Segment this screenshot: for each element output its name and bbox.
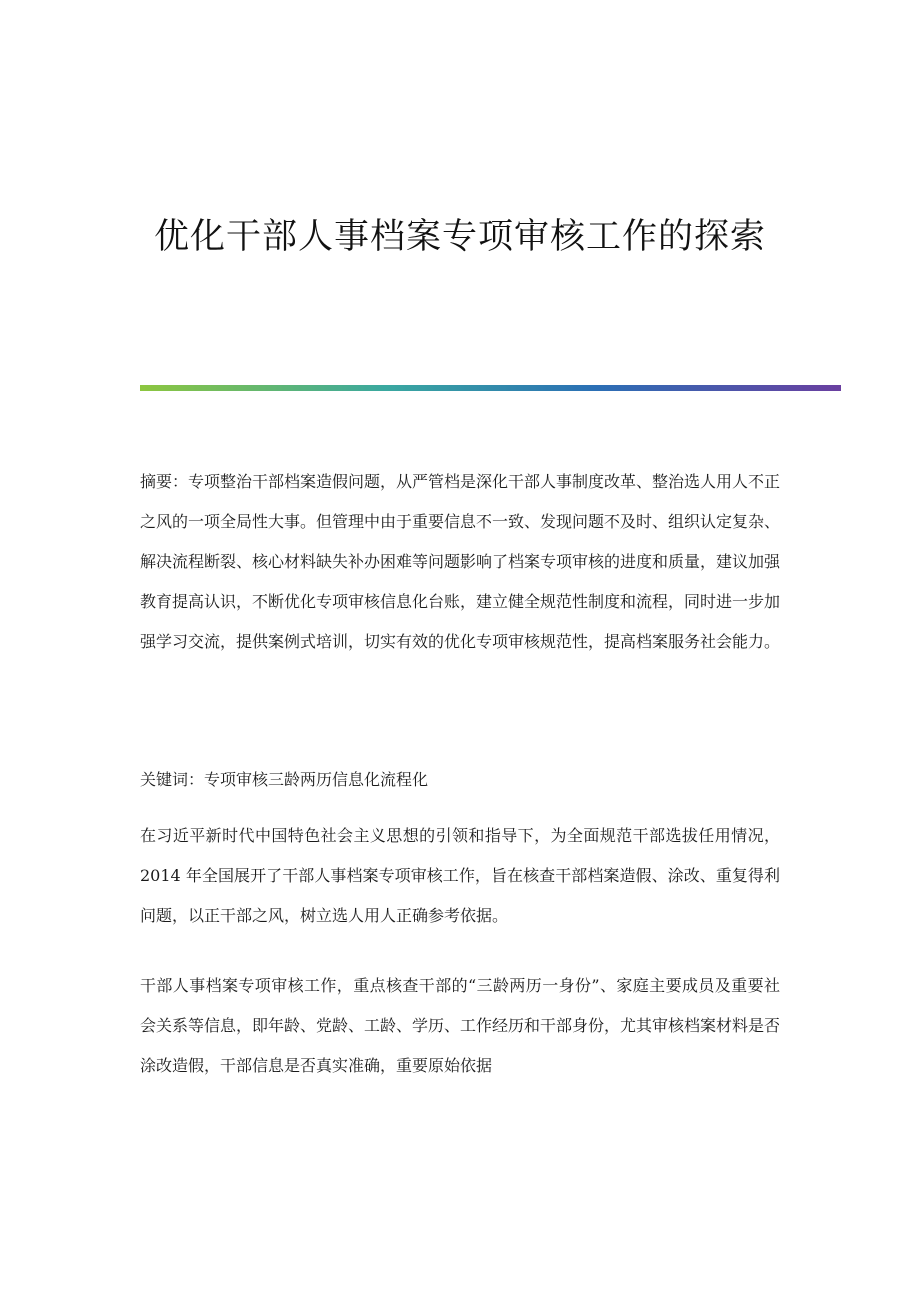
- page-title: 优化干部人事档案专项审核工作的探索: [153, 217, 766, 257]
- abstract-paragraph: 摘要：专项整治干部档案造假问题，从严管档是深化干部人事制度改革、整治选人用人不正之风的一项全局性大事。但管理中由于重要信息不一致、发现问题不及时、组织认定复杂、解决流程断裂、核心材料缺失补办困难等问题影响了档案专项审核的进度和质量，建议加强教育提高认识，不断优化专项审核信息化台账，建立健全规范性制度和流程，同时进一步加强学习交流，提供案例式培训，切实有效的优化专项审核规范性，提高档案服务社会能力。: [140, 472, 781, 651]
- keywords-line: 关键词：专项审核三龄两历信息化流程化: [140, 770, 429, 789]
- body-paragraph: 在习近平新时代中国特色社会主义思想的引领和指导下，为全面规范干部选拔任用情况，2014 年全国展开了干部人事档案专项审核工作，旨在核查干部档案造假、涂改、重复得利问题，以正干部之风，树立选人用人正确参考依据。: [140, 826, 780, 925]
- body-paragraph: 干部人事档案专项审核工作，重点核查干部的“三龄两历一身份”、家庭主要成员及重要社会关系等信息，即年龄、党龄、工龄、学历、工作经历和干部身份，尤其审核档案材料是否涂改造假，干部信息是否真实准确，重要原始依据: [140, 976, 781, 1075]
- title-divider: [140, 385, 841, 391]
